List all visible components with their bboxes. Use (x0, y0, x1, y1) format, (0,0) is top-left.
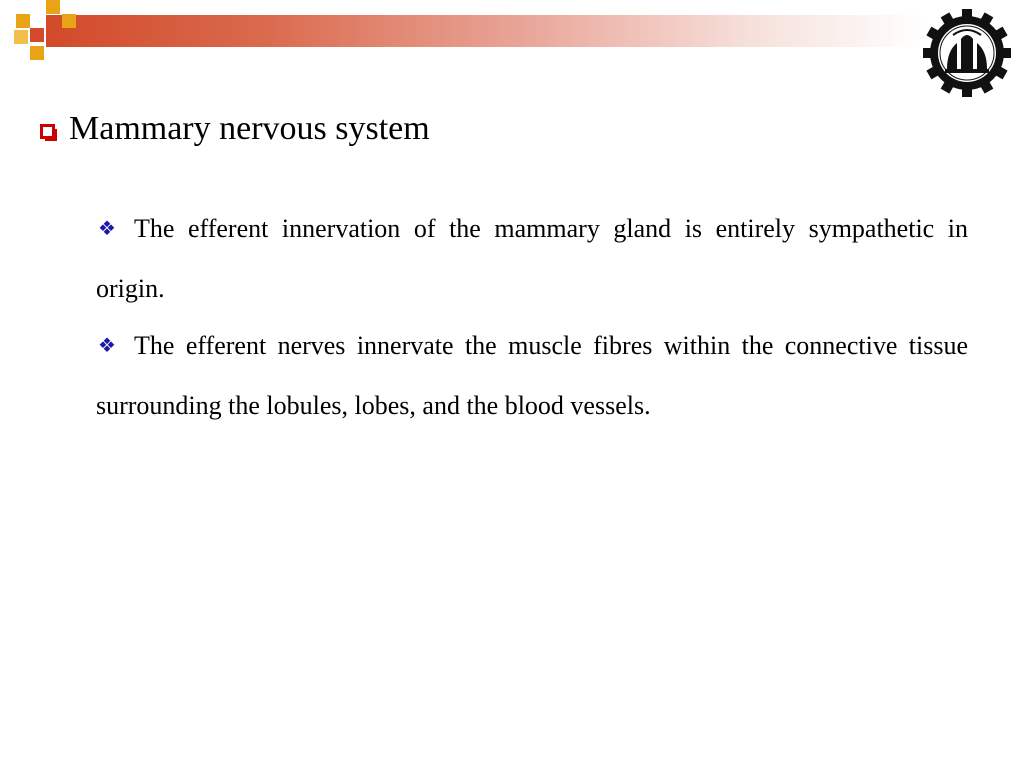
header-deco-square (30, 28, 44, 42)
bullet-text: The efferent nerves innervate the muscle fibres within the connective tissue surrounding the lobules, lobes, and the blood vessels. (96, 331, 968, 420)
header-deco-square (30, 46, 44, 60)
slide-title: Mammary nervous system (69, 110, 430, 147)
square-checkbox-icon (40, 124, 55, 139)
bullet-item (96, 200, 968, 317)
four-diamond-icon: ❖ (98, 216, 116, 240)
four-diamond-icon: ❖ (98, 333, 116, 357)
bullet-text: The efferent innervation of the mammary gland is entirely sympathetic in origin. (96, 214, 968, 303)
slide-title-row (40, 104, 430, 154)
slide-body (96, 200, 968, 434)
header-deco-square (14, 30, 28, 44)
university-logo-icon (922, 8, 1012, 98)
header-gradient-band (46, 15, 926, 47)
bullet-item (96, 317, 968, 434)
header-deco-square (16, 14, 30, 28)
header-deco-square (62, 14, 76, 28)
header-deco-square (46, 0, 60, 14)
